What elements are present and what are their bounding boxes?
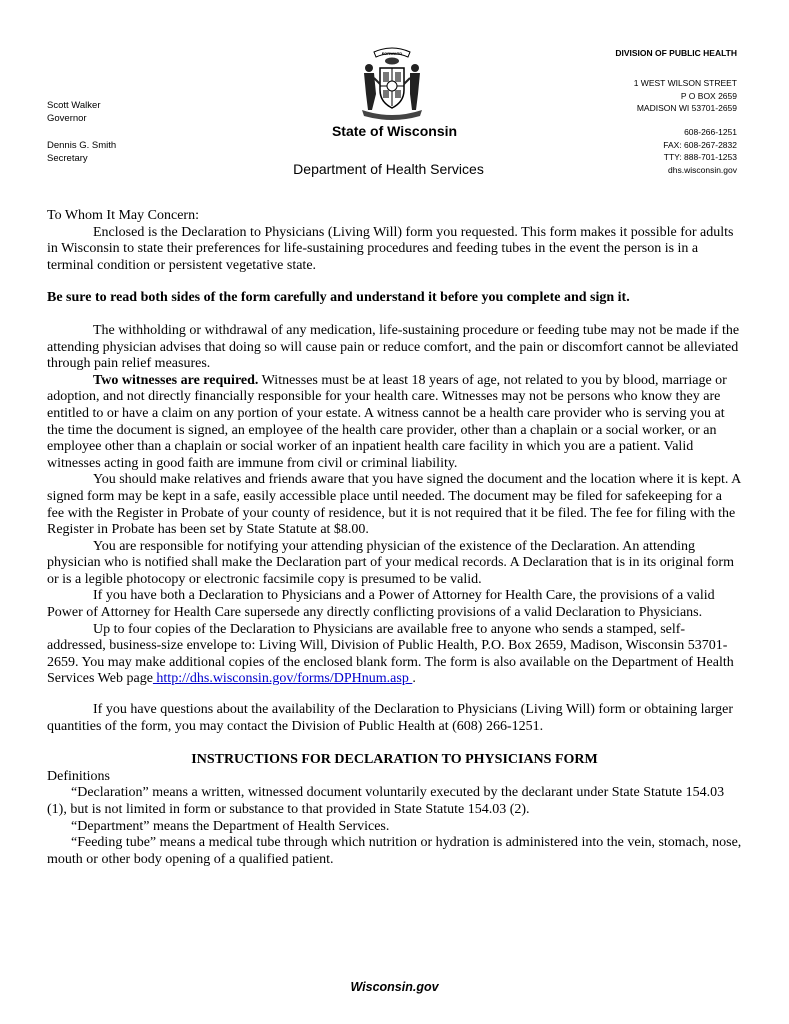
letter-body — [47, 208, 742, 868]
state-name: State of Wisconsin — [331, 123, 458, 139]
notify-paragraph: You are responsible for notifying your attending physician of the existence of the Declaration. An attending physician who is notified shall make the Declaration part of your medical records. A Declaration that is in its original form or is a legible photocopy or electronic facsimile copy is presumed to be valid. — [47, 538, 734, 587]
address-line-2: P O BOX 2659 — [680, 90, 737, 101]
secretary-name: Dennis G. Smith — [47, 140, 117, 151]
def-department: “Department” means the Department of Health Services. — [71, 818, 390, 834]
relatives-paragraph: You should make relatives and friends aware that you have signed the document and the location where it is kept. A signed form may be kept in a safe, easily accessible place until needed. The document may be filed for safekeeping for a fee with the Register in Probate of your county of residence, but it is not required that it be filed. The fee for filing with the Register in Probate has been set by State Statute at $8.00. — [47, 472, 741, 538]
def-declaration: “Declaration” means a written, witnessed document voluntarily executed by the declarant under State Statute 154.03 (1), but is not limited in form or substance to that provided in State Statute 154.03 (2). — [47, 785, 725, 817]
witness-body: Witnesses must be at least 18 years of age, not related to you by blood, marriage or adoption, and not directly financially responsible for your health care. Witnesses may not be persons who know they are entitled to or have a claim on any portion of your estate. A witness cannot be a health care provider who is serving you at the time the document is signed, an employee of the health care provider, other than a chaplain or a social worker, or an employee other than a chaplain or social worker of an inpatient health care facility in which you are a patient. Valid witnesses acting in good faith are immune from civil or criminal liability. — [47, 372, 727, 471]
address-line-1: 1 WEST WILSON STREET — [633, 78, 737, 88]
fax-number: FAX: 608-267-2832 — [663, 139, 737, 150]
copies-paragraph — [47, 622, 742, 688]
secretary-title: Secretary — [47, 152, 88, 164]
mailing-address — [634, 77, 737, 115]
governor-name: Scott Walker — [47, 100, 101, 111]
phone-number: 608-266-1251 — [684, 127, 737, 137]
copies-end: . — [412, 671, 416, 687]
seal-banner-text: FORWARD — [381, 51, 403, 56]
witness-paragraph — [47, 373, 742, 473]
state-seal-icon — [352, 44, 432, 122]
warning-paragraph: Be sure to read both sides of the form carefully and understand it before you complete and sign it. — [47, 290, 630, 306]
copies-text: Up to four copies of the Declaration to Physicians are available free to anyone who sends a stamped, self-addressed, business-size envelope to: Living Will, Division of Public Health, P.O. Box 2659, Madison, Wisconsin 53701-2659. You may make additional copies of the enclosed blank form. The form is also available on the Department of Health Services Web page — [47, 621, 734, 687]
withholding-paragraph: The withholding or withdrawal of any medication, life-sustaining procedure or feeding tube may not be made if the attending physician advises that doing so will cause pain or reduce comfort, and the pain or discomfort cannot be alleviated through pain relief measures. — [47, 322, 740, 372]
web-address: dhs.wisconsin.gov — [668, 164, 737, 175]
questions-paragraph: If you have questions about the availability of the Declaration to Physicians (Living Will) form or obtaining larger quantities of the form, you may contact the Division of Public Health at (608) 266-1251. — [47, 702, 734, 734]
address-line-3: MADISON WI 53701-2659 — [636, 103, 737, 113]
poa-paragraph: If you have both a Declaration to Physicians and a Power of Attorney for Health Care, the provisions of a valid Power of Attorney for Health Care supersede any directly conflicting provisions of a valid Declaration to Physicians. — [47, 588, 715, 621]
intro-paragraph: Enclosed is the Declaration to Physicians (Living Will) form you requested. This form makes it possible for adults in Wisconsin to state their preferences for life-sustaining procedures and feeding tubes in the event the person is in a terminal condition or persistent vegetative state. — [47, 224, 734, 273]
witness-lead: Two witnesses are required. — [93, 372, 259, 388]
department-name: Department of Health Services — [293, 161, 484, 177]
division-name: DIVISION OF PUBLIC HEALTH — [615, 48, 737, 58]
definitions-label: Definitions — [47, 768, 110, 784]
instructions-heading: INSTRUCTIONS FOR DECLARATION TO PHYSICIANS FORM — [191, 752, 598, 768]
governor-title: Governor — [47, 112, 87, 124]
forms-web-link[interactable]: http://dhs.wisconsin.gov/forms/DPHnum.asp — [152, 671, 413, 687]
tty-number: TTY: 888-701-1253 — [663, 152, 737, 162]
governor-block — [47, 100, 101, 125]
salutation: To Whom It May Concern: — [47, 208, 199, 223]
def-feeding-tube: “Feeding tube” means a medical tube through which nutrition or hydration is administered into the vein, stomach, nose, mouth or other body opening of a qualified patient. — [47, 835, 742, 867]
footer-site: Wisconsin.gov — [350, 980, 439, 994]
